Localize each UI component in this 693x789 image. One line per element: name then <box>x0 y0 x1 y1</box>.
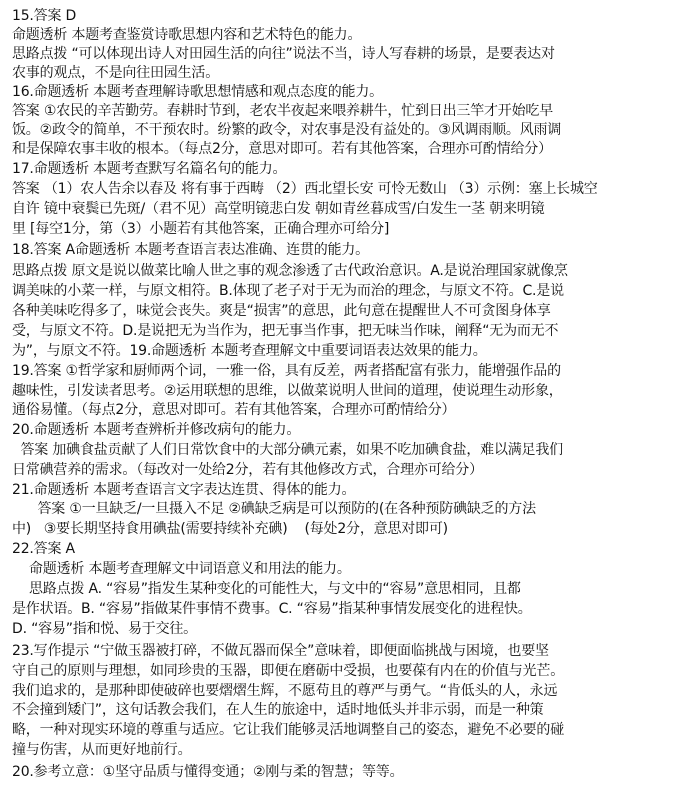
text-line: 受，与原文不符。D.是说把无为当作为，把无事当作事，把无味当作味，阐释“无为而无不 <box>12 323 559 339</box>
text-line: 为”，与原文不符。19.命题透析 本题考查理解文中重要词语表达效果的能力。 <box>12 343 487 359</box>
text-line: 思路点拨 A. “容易”指发生某种变化的可能性大，与文中的“容易”意思相同，且都 <box>12 581 521 597</box>
text-line: 20.命题透析 本题考查辨析并修改病句的能力。 <box>12 422 301 438</box>
text-line: 17.命题透析 本题考查默写名篇名句的能力。 <box>12 161 287 177</box>
text-line: 答案 ①农民的辛苦勤劳。春耕时节到，老农半夜起来喂养耕牛，忙到日出三竿才开始吃早 <box>12 103 553 119</box>
text-line: 20.参考立意：①坚守品质与懂得变通；②刚与柔的智慧；等等。 <box>12 764 404 780</box>
text-line: 23.写作提示 “宁做玉器被打碎，不做瓦器而保全”意味着，即便面临挑战与困境，也要坚 <box>12 643 549 659</box>
text-line: 是作状语。B. “容易”指做某件事情不费事。C. “容易”指某种事情发展变化的进程快。 <box>12 601 532 617</box>
text-line: 答案 （1）农人告余以春及 将有事于西畴 （2）西北望长安 可怜无数山 （3）示例：塞上长城空 <box>12 181 598 197</box>
text-line: 18.答案 A命题透析 本题考查语言表达准确、连贯的能力。 <box>12 242 369 258</box>
text-line: 通俗易懂。（每点2分，意思对即可。若有其他答案，合理亦可酌情给分） <box>12 402 456 418</box>
text-line: 我们追求的，是那种即使破碎也要熠熠生辉，不愿苟且的尊严与勇气。“肯低头的人，永远 <box>12 683 558 699</box>
text-line: 各种美味吃得多了，味觉会丧失。爽是“损害”的意思，此句意在提醒世人不可贪图身体享 <box>12 303 551 319</box>
text-line: 答案 ①一旦缺乏/一旦摄入不足 ②碘缺乏病是可以预防的(在各种预防碘缺乏的方法 <box>12 501 536 517</box>
text-line: 日常碘营养的需求。（每改对一处给2分，若有其他修改方式，合理亦可给分） <box>12 462 483 478</box>
text-line: 调美味的小菜一样，与原文相符。B.体现了老子对于无为而治的理念，与原文不符。C.是说 <box>12 283 564 299</box>
text-line: 命题透析 本题考查理解文中词语意义和用法的能力。 <box>12 561 351 577</box>
text-line: 22.答案 A <box>12 541 75 557</box>
text-line: 守自己的原则与理想，如同珍贵的玉器，即便在磨砺中受损，也要葆有内在的价值与光芒。 <box>12 663 564 679</box>
text-line: D. “容易”指和悦、易于交往。 <box>12 621 197 637</box>
text-line: 自许 镜中衰鬓已先斑/（君不见）高堂明镜悲白发 朝如青丝暮成雪/白发生一茎 朝来明镜 <box>12 201 545 217</box>
text-line: 农事的观点，不是向往田园生活。 <box>12 65 219 81</box>
text-line: 思路点拨 “可以体现出诗人对田园生活的向往”说法不当，诗人写春耕的场景，是要表达对 <box>12 46 555 62</box>
text-line: 命题透析 本题考查鉴赏诗歌思想内容和艺术特色的能力。 <box>12 27 362 43</box>
text-line: 趣味性，引发读者思考。②运用联想的思维，以做菜说明人世间的道理，使说理生动形象， <box>12 383 563 399</box>
text-line: 不会撞到矮门”，这句话教会我们，在人生的旅途中，适时地低头并非示弱，而是一种策 <box>12 702 544 718</box>
text-line: 饭。②政令的简单，不干预农时。纷繁的政令，对农事是没有益处的。③风调雨顺。风雨调 <box>12 122 562 138</box>
text-line: 中) ③要长期坚持食用碘盐(需要持续补充碘) (每处2分，意思对即可) <box>12 521 448 537</box>
text-line: 里 [每空1分，第（3）小题若有其他答案，正确合理亦可给分] <box>12 221 390 237</box>
text-line: 21.命题透析 本题考查语言文字表达连贯、得体的能力。 <box>12 482 356 498</box>
text-line: 16.命题透析 本题考查理解诗歌思想情感和观点态度的能力。 <box>12 84 383 100</box>
text-line: 撞与伤害，从而更好地前行。 <box>12 742 192 758</box>
text-line: 略，一种对现实环境的尊重与适应。它让我们能够灵活地调整自己的姿态，避免不必要的碰 <box>12 722 564 738</box>
text-line: 15.答案 D <box>12 8 77 24</box>
text-line: 答案 加碘食盐贡献了人们日常饮食中的大部分碘元素，如果不吃加碘食盐，难以满足我们 <box>12 442 563 458</box>
text-line: 思路点拨 原文是说以做菜比喻人世之事的观念渗透了古代政治意识。A.是说治理国家就像烹 <box>12 263 568 279</box>
text-line: 和是保障农事丰收的根本。（每点2分，意思对即可。若有其他答案，合理亦可酌情给分） <box>12 141 552 157</box>
text-line: 19.答案 ①哲学家和厨师两个词，一雅一俗，具有反差，两者搭配富有张力，能增强作品的 <box>12 363 561 379</box>
